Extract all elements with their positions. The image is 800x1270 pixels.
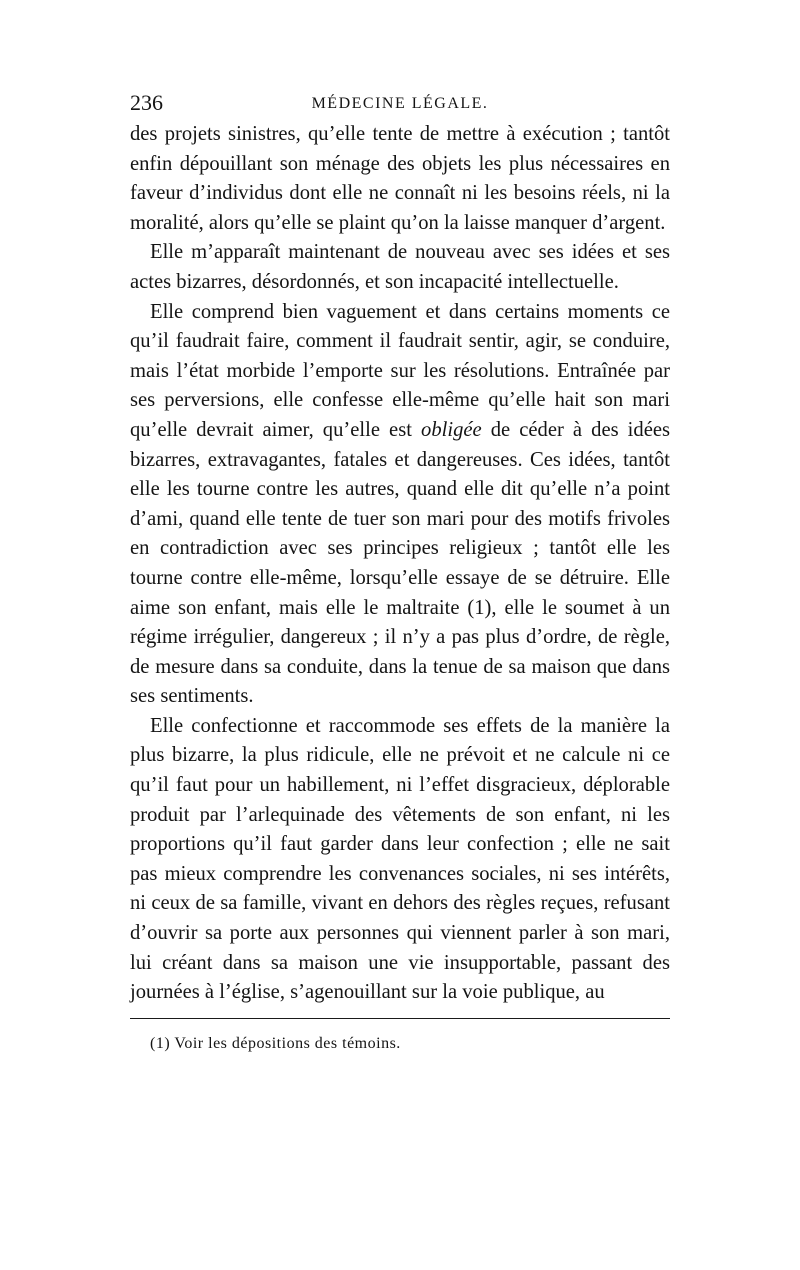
paragraph: [130, 120, 670, 238]
paragraph-text: Elle comprend bien vaguement et dans certains moments ce qu’il faudrait faire, comment il faudrait sentir, agir, se conduire, mais l’état morbide l’emporte sur les résolutions. Entraînée par ses perversions, elle confesse elle-même qu’elle hait son mari qu’elle devrait aimer, qu’elle est: [130, 300, 670, 441]
running-title: MÉDECINE LÉGALE.: [311, 95, 489, 112]
body-text: [130, 120, 670, 1008]
book-page: [130, 88, 670, 1055]
paragraph: [130, 238, 670, 297]
paragraph-text: des projets sinistres, qu’elle tente de mettre à exécution ; tantôt enfin dépouillant son ménage des objets les plus nécessaires en faveur d’individus dont elle ne connaît ni les besoins réels, ni la moralité, alors qu’elle se plaint qu’on la laisse manquer d’argent.: [130, 123, 670, 234]
paragraph-text: Elle confectionne et raccommode ses effets de la manière la plus bizarre, la plus ridicule, elle ne prévoit et ne calcule ni ce qu’il faut pour un habillement, ni l’effet disgracieux, déplorable produit par l’arlequinade des vêtements de son enfant, ni les proportions qu’il faut garder dans leur confection ; elle ne sait pas mieux comprendre les convenances sociales, ni ses intérêts, ni ceux de sa famille, vivant en dehors des règles reçues, refusant d’ouvrir sa porte aux personnes qui viennent parler à son mari, lui créant dans sa maison une vie insupportable, passant des journées à l’église, s’agenouillant sur la voie publique, au: [130, 714, 670, 1004]
italic-emphasis: obligée: [421, 418, 482, 441]
paragraph: [130, 298, 670, 712]
footnote-divider: [130, 1018, 670, 1019]
page-number: 236: [130, 90, 163, 115]
paragraph-text: Elle m’apparaît maintenant de nouveau avec ses idées et ses actes bizarres, désordonnés, et son incapacité intellectuelle.: [130, 241, 670, 293]
paragraph: [130, 712, 670, 1008]
paragraph-text-continued: de céder à des idées bizarres, extravagantes, fatales et dangereuses. Ces idées, tantôt elle les tourne contre les autres, quand elle dit qu’elle n’a point d’ami, quand elle tente de tuer son mari pour des motifs frivoles en contradiction avec ses principes religieux ; tantôt elle les tourne contre elle-même, lorsqu’elle essaye de se détruire. Elle aime son enfant, mais elle le maltraite (1), elle le soumet à un régime irrégulier, dangereux ; il n’y a pas plus d’ordre, de règle, de mesure dans sa conduite, dans la tenue de sa maison que dans ses sentiments.: [130, 418, 670, 708]
footnote: (1) Voir les dépositions des témoins.: [150, 1034, 401, 1052]
running-header: [130, 88, 670, 118]
